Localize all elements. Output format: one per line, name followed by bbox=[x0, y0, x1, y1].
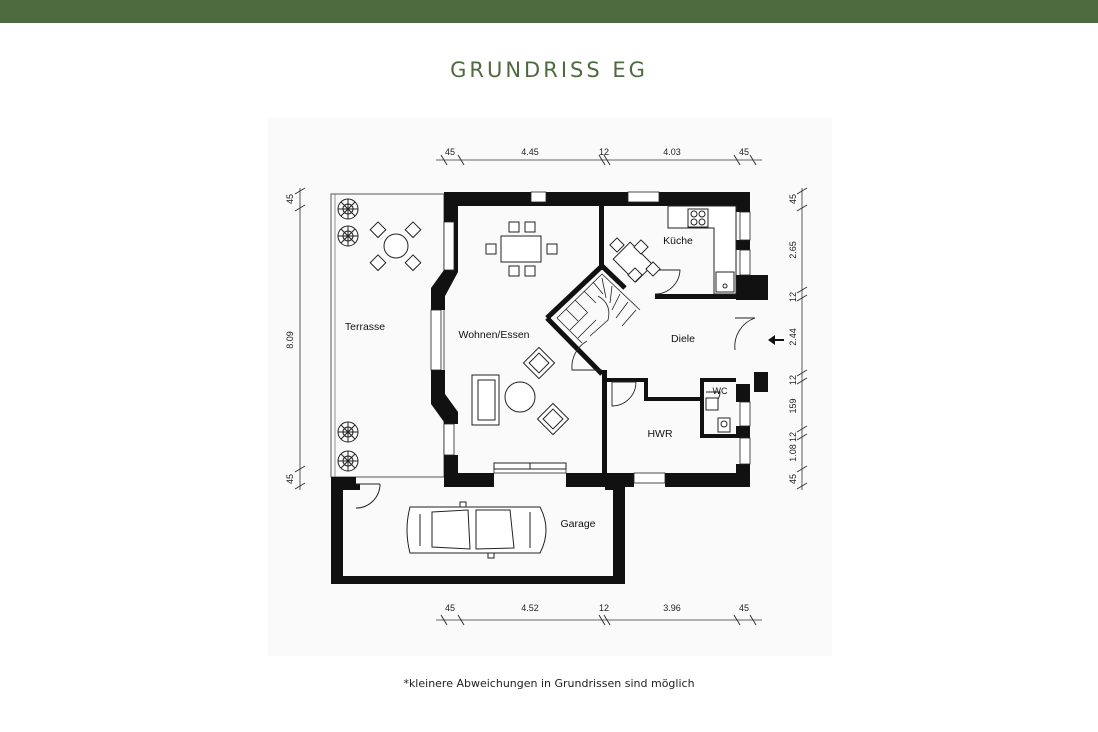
room-label-terrasse: Terrasse bbox=[344, 321, 386, 333]
kitchen-counter-icon bbox=[668, 206, 736, 294]
dim-right-4: 2.44 bbox=[788, 328, 798, 346]
footnote: *kleinere Abweichungen in Grundrissen sind möglich bbox=[403, 677, 695, 690]
room-label-garage: Garage bbox=[560, 518, 596, 530]
room-label-diele: Diele bbox=[671, 333, 695, 345]
dim-bottom-2: 4.52 bbox=[521, 603, 539, 613]
wc-fixtures-icon bbox=[706, 398, 730, 432]
dim-right-5: 12 bbox=[788, 374, 798, 386]
dim-top-2: 4.45 bbox=[521, 147, 539, 157]
dim-right-8: 1.08 bbox=[788, 444, 798, 462]
dim-top-3: 12 bbox=[598, 147, 610, 157]
dim-bottom-3: 12 bbox=[598, 603, 610, 613]
plant-icon bbox=[338, 199, 358, 219]
dining-set-icon bbox=[486, 222, 557, 276]
room-label-hwr: HWR bbox=[647, 428, 673, 440]
dim-right-3: 12 bbox=[788, 291, 798, 303]
dim-bottom-1: 45 bbox=[444, 603, 456, 613]
armchair-icon bbox=[537, 403, 568, 434]
dim-right-2: 2.65 bbox=[788, 241, 798, 259]
dim-left-3: 45 bbox=[285, 473, 295, 485]
dim-left-2: 8.09 bbox=[285, 331, 295, 349]
car-icon bbox=[407, 502, 546, 558]
dim-top-4: 4.03 bbox=[663, 147, 681, 157]
room-label-kueche: Küche bbox=[663, 235, 693, 247]
plant-icon bbox=[338, 422, 358, 442]
sofa-icon bbox=[472, 375, 499, 425]
dim-right-7: 12 bbox=[788, 431, 798, 443]
terrace bbox=[331, 194, 444, 477]
dim-bottom-5: 45 bbox=[738, 603, 750, 613]
garage bbox=[331, 477, 625, 584]
dim-top-5: 45 bbox=[738, 147, 750, 157]
room-label-wohnen: Wohnen/Essen bbox=[458, 329, 530, 341]
dim-right-6: 159 bbox=[788, 398, 798, 414]
terrace-table-icon bbox=[370, 222, 421, 271]
plant-icon bbox=[338, 226, 358, 246]
kitchen-table-icon bbox=[610, 238, 660, 282]
dim-top-1: 45 bbox=[444, 147, 456, 157]
dim-right-9: 45 bbox=[788, 473, 798, 485]
dim-bottom-4: 3.96 bbox=[663, 603, 681, 613]
room-label-wc: WC bbox=[712, 386, 728, 396]
armchair-icon bbox=[523, 347, 554, 378]
coffee-table-icon bbox=[505, 382, 535, 412]
dim-left-1: 45 bbox=[285, 193, 295, 205]
staircase bbox=[557, 274, 640, 343]
sideboard-icon bbox=[494, 463, 566, 469]
entrance-arrow-icon bbox=[768, 335, 784, 345]
plant-icon bbox=[338, 451, 358, 471]
dim-right-1: 45 bbox=[788, 193, 798, 205]
page-title: GRUNDRISS EG bbox=[450, 58, 648, 82]
